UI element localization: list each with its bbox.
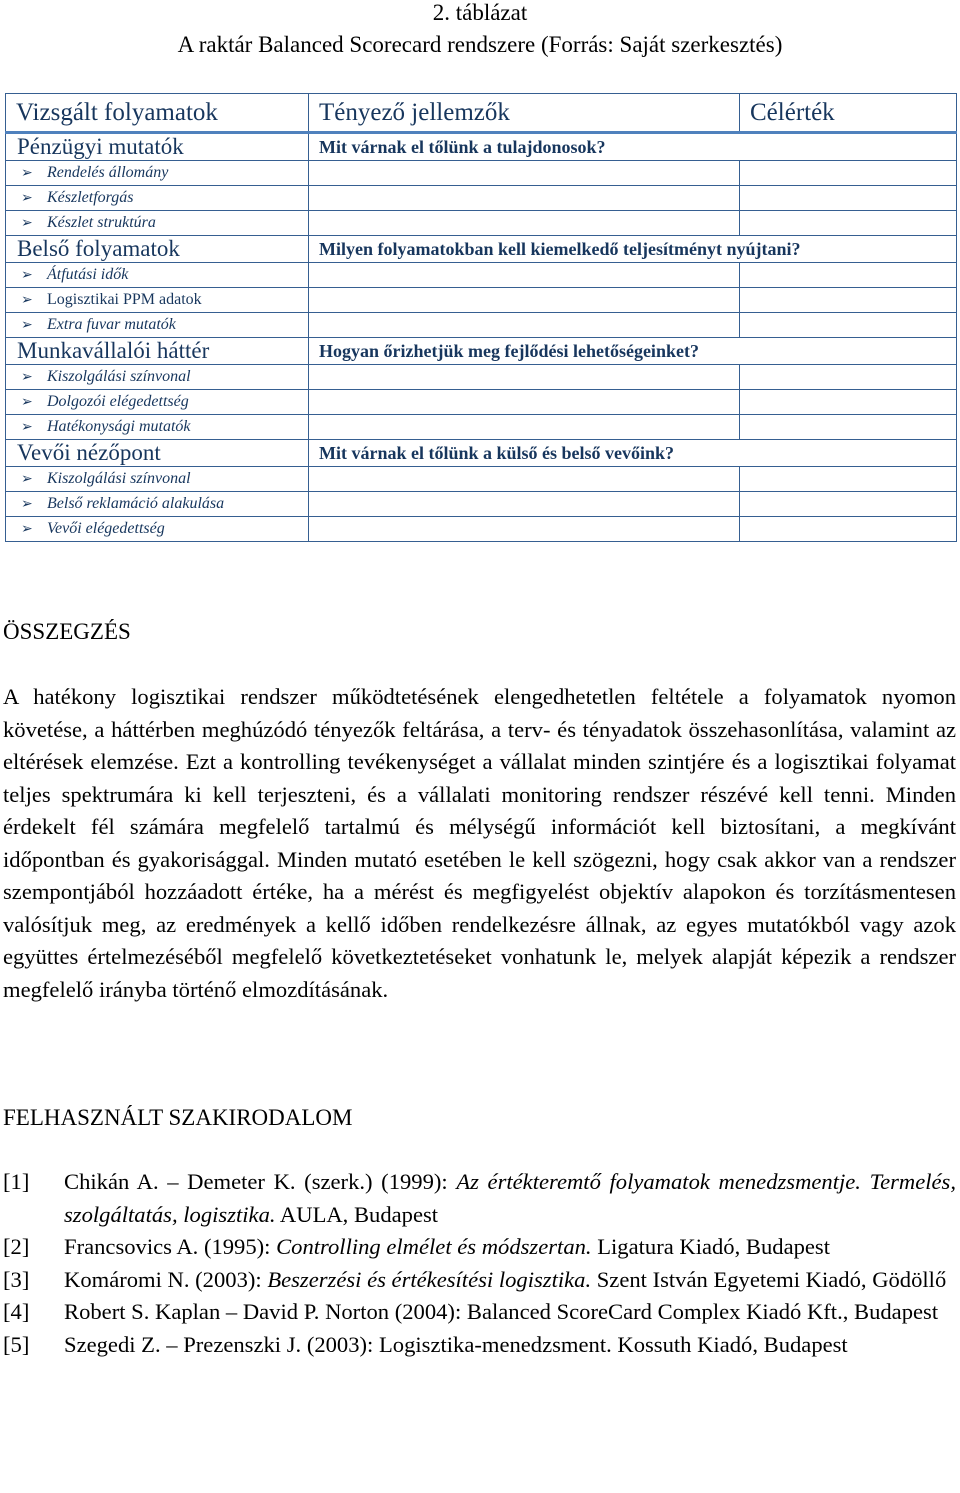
indicator-cell <box>6 288 309 313</box>
indicator-label: Kiszolgálási színvonal <box>47 368 191 385</box>
factor-cell <box>309 313 740 338</box>
reference-publisher: Szent István Egyetemi Kiadó, Gödöllő <box>591 1266 947 1292</box>
factor-cell <box>309 467 740 492</box>
indicator-row <box>6 517 957 542</box>
factor-cell <box>309 211 740 236</box>
indicator-row <box>6 365 957 390</box>
reference-title: Az értékteremtő folyamatok menedzsmentje. Termelés, szolgáltatás, logisztika. <box>64 1169 956 1227</box>
section-row <box>6 338 957 365</box>
section-question: Milyen folyamatokban kell kiemelkedő teljesítményt nyújtani? <box>309 236 957 263</box>
target-value-cell <box>740 390 957 415</box>
arrow-bullet-icon: ➢ <box>21 191 33 206</box>
reference-item <box>3 1264 956 1297</box>
target-value-cell <box>740 492 957 517</box>
reference-item <box>3 1231 956 1264</box>
section-question: Mit várnak el tőlünk a tulajdonosok? <box>309 133 957 161</box>
reference-publisher: Ligatura Kiadó, Budapest <box>591 1234 830 1259</box>
indicator-label: Vevői elégedettség <box>47 520 165 537</box>
arrow-bullet-icon: ➢ <box>21 268 33 283</box>
balanced-scorecard-table <box>5 93 957 542</box>
section-name: Vevői nézőpont <box>6 440 309 467</box>
indicator-row <box>6 467 957 492</box>
reference-text <box>64 1166 956 1231</box>
section-row <box>6 236 957 263</box>
target-value-cell <box>740 161 957 186</box>
reference-text <box>64 1231 956 1264</box>
summary-paragraph: A hatékony logisztikai rendszer működtetésének elengedhetetlen feltétele a folyamatok nyomon követése, a háttérben meghúzódó tényezők feltárása, a terv- és tényadatok összehasonlítása, valamint az eltérések elemzése. Ezt a kontrolling tevékenységet a vállalat minden szintjére és a logisztikai folyamat teljes spektrumára ki kell terjeszteni, és a vállalati monitoring rendszer részévé kell tenni. Minden érdekelt fél számára megfelelő tartalmú és mélységű információt kell biztosítani, a megkívánt időpontban és gyakorisággal. Minden mutató esetében le kell szögezni, hogy csak akkor van a rendszer szempontjából hozzáadott értéke, ha a mérést és megfigyelést objektív alapokon és torzításmentesen valósítjuk meg, az eredmények a kellő időben rendelkezésre állnak, az egyes mutatókból vagy azok együttes értelmezéséből megfelelő következtetéseket vonhatunk le, melyek alapját képezik a rendszer megfelelő irányba történő elmozdításának. <box>3 684 956 1002</box>
reference-text <box>64 1264 956 1297</box>
indicator-label: Extra fuvar mutatók <box>47 316 176 333</box>
indicator-row <box>6 415 957 440</box>
reference-authors: Szegedi Z. – Prezenszki J. (2003): Logisztika-menedzsment. Kossuth Kiadó, Budapest <box>64 1331 848 1357</box>
arrow-bullet-icon: ➢ <box>21 522 33 537</box>
arrow-bullet-icon: ➢ <box>21 395 33 410</box>
references-heading: FELHASZNÁLT SZAKIRODALOM <box>3 1105 353 1130</box>
indicator-label: Készletforgás <box>47 189 134 206</box>
reference-number: [5] <box>3 1331 30 1357</box>
indicator-cell <box>6 161 309 186</box>
references-list <box>3 1166 956 1361</box>
arrow-bullet-icon: ➢ <box>21 293 33 308</box>
factor-cell <box>309 517 740 542</box>
target-value-cell <box>740 313 957 338</box>
indicator-cell <box>6 313 309 338</box>
reference-authors: Francsovics A. (1995): <box>64 1234 277 1259</box>
arrow-bullet-icon: ➢ <box>21 166 33 181</box>
indicator-label: Dolgozói elégedettség <box>47 393 189 410</box>
indicator-row <box>6 390 957 415</box>
arrow-bullet-icon: ➢ <box>21 318 33 333</box>
section-row <box>6 133 957 161</box>
target-value-cell <box>740 467 957 492</box>
indicator-row <box>6 313 957 338</box>
header-factors: Tényező jellemzők <box>309 94 740 133</box>
arrow-bullet-icon: ➢ <box>21 497 33 512</box>
reference-title: Controlling elmélet és módszertan. <box>276 1234 592 1259</box>
indicator-cell <box>6 186 309 211</box>
reference-number: [3] <box>3 1266 30 1292</box>
target-value-cell <box>740 211 957 236</box>
section-row <box>6 440 957 467</box>
table-header-row <box>6 94 957 133</box>
indicator-row <box>6 492 957 517</box>
arrow-bullet-icon: ➢ <box>21 370 33 385</box>
indicator-cell <box>6 415 309 440</box>
reference-item <box>3 1166 956 1231</box>
reference-title: Beszerzési és értékesítési logisztika. <box>267 1266 592 1292</box>
indicator-cell <box>6 517 309 542</box>
target-value-cell <box>740 415 957 440</box>
reference-number: [4] <box>3 1299 30 1324</box>
indicator-row <box>6 186 957 211</box>
table-title: A raktár Balanced Scorecard rendszere (Forrás: Saját szerkesztés) <box>177 32 783 57</box>
section-name: Pénzügyi mutatók <box>6 133 309 161</box>
indicator-row <box>6 263 957 288</box>
indicator-cell <box>6 365 309 390</box>
reference-item <box>3 1296 956 1329</box>
indicator-cell <box>6 492 309 517</box>
indicator-row <box>6 161 957 186</box>
factor-cell <box>309 365 740 390</box>
section-question: Hogyan őrizhetjük meg fejlődési lehetőségeinket? <box>309 338 957 365</box>
factor-cell <box>309 288 740 313</box>
reference-item <box>3 1329 956 1362</box>
target-value-cell <box>740 263 957 288</box>
indicator-cell <box>6 390 309 415</box>
indicator-cell <box>6 467 309 492</box>
target-value-cell <box>740 517 957 542</box>
header-processes: Vizsgált folyamatok <box>6 94 309 133</box>
reference-number: [1] <box>3 1169 30 1194</box>
indicator-label: Kiszolgálási színvonal <box>47 470 191 487</box>
indicator-label: Logisztikai PPM adatok <box>47 291 202 308</box>
factor-cell <box>309 390 740 415</box>
target-value-cell <box>740 186 957 211</box>
factor-cell <box>309 263 740 288</box>
reference-number: [2] <box>3 1234 30 1259</box>
indicator-label: Készlet struktúra <box>47 214 156 231</box>
indicator-label: Hatékonysági mutatók <box>47 418 191 435</box>
indicator-row <box>6 211 957 236</box>
summary-heading: ÖSSZEGZÉS <box>3 619 131 644</box>
target-value-cell <box>740 365 957 390</box>
reference-authors: Robert S. Kaplan – David P. Norton (2004): Balanced ScoreCard Complex Kiadó Kft., Budapest <box>64 1299 939 1324</box>
reference-authors: Chikán A. – Demeter K. (szerk.) (1999): <box>64 1169 457 1194</box>
section-question: Mit várnak el tőlünk a külső és belső vevőink? <box>309 440 957 467</box>
arrow-bullet-icon: ➢ <box>21 472 33 487</box>
reference-publisher: AULA, Budapest <box>275 1201 439 1227</box>
indicator-label: Belső reklamáció alakulása <box>47 495 225 512</box>
header-target: Célérték <box>740 94 957 133</box>
indicator-label: Átfutási idők <box>47 266 129 283</box>
indicator-row <box>6 288 957 313</box>
factor-cell <box>309 186 740 211</box>
reference-text <box>64 1296 956 1329</box>
indicator-label: Rendelés állomány <box>47 164 169 181</box>
target-value-cell <box>740 288 957 313</box>
indicator-cell <box>6 211 309 236</box>
section-name: Munkavállalói háttér <box>6 338 309 365</box>
factor-cell <box>309 161 740 186</box>
arrow-bullet-icon: ➢ <box>21 420 33 435</box>
reference-authors: Komáromi N. (2003): <box>64 1266 268 1292</box>
section-name: Belső folyamatok <box>6 236 309 263</box>
reference-text <box>64 1329 956 1362</box>
table-number: 2. táblázat <box>432 0 528 25</box>
indicator-cell <box>6 263 309 288</box>
arrow-bullet-icon: ➢ <box>21 216 33 231</box>
factor-cell <box>309 492 740 517</box>
factor-cell <box>309 415 740 440</box>
